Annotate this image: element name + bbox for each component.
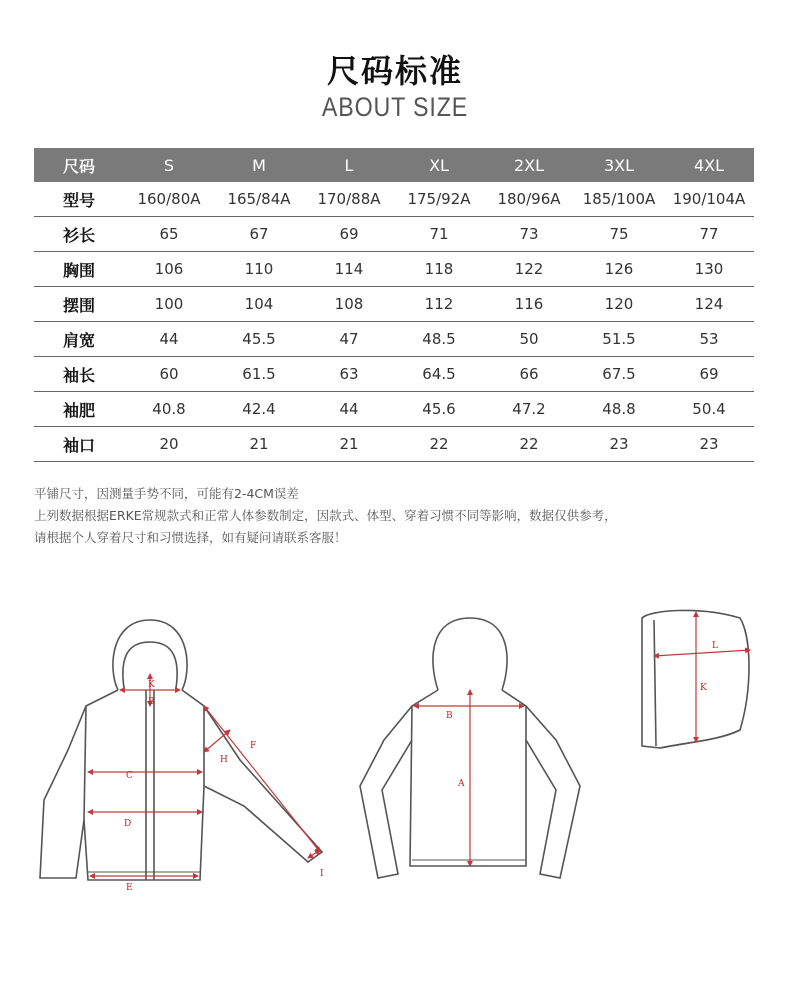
table-cell: 23 bbox=[574, 427, 664, 462]
table-cell: 114 bbox=[304, 252, 394, 287]
size-chart-table bbox=[34, 148, 754, 462]
size-header-cell: 2XL bbox=[484, 148, 574, 182]
table-cell: 21 bbox=[214, 427, 304, 462]
table-cell: 71 bbox=[394, 217, 484, 252]
note-line: 上列数据根据ERKE常规款式和正常人体参数制定，因款式、体型、穿着习惯不同等影响，数据仅供参考， bbox=[34, 508, 617, 523]
row-label: 肩宽 bbox=[34, 322, 124, 357]
table-row bbox=[34, 392, 754, 427]
front-label-b: B bbox=[148, 697, 155, 707]
table-cell: 112 bbox=[394, 287, 484, 322]
front-label-f: F bbox=[250, 741, 257, 751]
back-label-a: A bbox=[458, 779, 465, 789]
table-cell: 65 bbox=[124, 217, 214, 252]
hood-label-k: K bbox=[700, 683, 707, 693]
table-cell: 22 bbox=[484, 427, 574, 462]
table-cell: 185/100A bbox=[574, 182, 664, 217]
size-header-cell: 4XL bbox=[664, 148, 754, 182]
table-cell: 124 bbox=[664, 287, 754, 322]
table-cell: 67 bbox=[214, 217, 304, 252]
table-cell: 69 bbox=[664, 357, 754, 392]
table-cell: 190/104A bbox=[664, 182, 754, 217]
row-label: 袖口 bbox=[34, 427, 124, 462]
table-cell: 60 bbox=[124, 357, 214, 392]
table-row bbox=[34, 252, 754, 287]
table-cell: 45.5 bbox=[214, 322, 304, 357]
front-label-h: H bbox=[220, 755, 228, 765]
note-line: 平铺尺寸，因测量手势不同，可能有2-4CM误差 bbox=[34, 486, 299, 501]
page-title: 尺码标准 bbox=[326, 52, 463, 90]
table-cell: 108 bbox=[304, 287, 394, 322]
table-cell: 160/80A bbox=[124, 182, 214, 217]
front-jacket-diagram bbox=[40, 620, 322, 880]
table-cell: 21 bbox=[304, 427, 394, 462]
page-subtitle: ABOUT SIZE bbox=[321, 92, 469, 122]
corner-label: 尺码 bbox=[34, 148, 124, 182]
table-cell: 50 bbox=[484, 322, 574, 357]
table-cell: 48.8 bbox=[574, 392, 664, 427]
table-cell: 106 bbox=[124, 252, 214, 287]
table-cell: 45.6 bbox=[394, 392, 484, 427]
table-cell: 116 bbox=[484, 287, 574, 322]
table-cell: 69 bbox=[304, 217, 394, 252]
table-cell: 22 bbox=[394, 427, 484, 462]
row-label: 袖肥 bbox=[34, 392, 124, 427]
table-row bbox=[34, 357, 754, 392]
row-label: 胸围 bbox=[34, 252, 124, 287]
front-label-e: E bbox=[126, 883, 133, 890]
table-cell: 77 bbox=[664, 217, 754, 252]
table-cell: 118 bbox=[394, 252, 484, 287]
table-cell: 40.8 bbox=[124, 392, 214, 427]
table-row bbox=[34, 427, 754, 462]
table-cell: 104 bbox=[214, 287, 304, 322]
back-measure-lines bbox=[414, 690, 524, 866]
table-cell: 130 bbox=[664, 252, 754, 287]
table-cell: 165/84A bbox=[214, 182, 304, 217]
front-label-c: C bbox=[126, 771, 133, 781]
back-label-b: B bbox=[446, 711, 453, 721]
table-cell: 126 bbox=[574, 252, 664, 287]
table-cell: 44 bbox=[124, 322, 214, 357]
table-cell: 110 bbox=[214, 252, 304, 287]
table-cell: 47 bbox=[304, 322, 394, 357]
table-cell: 180/96A bbox=[484, 182, 574, 217]
table-cell: 44 bbox=[304, 392, 394, 427]
size-header-cell: 3XL bbox=[574, 148, 664, 182]
table-cell: 122 bbox=[484, 252, 574, 287]
front-label-k: K bbox=[148, 680, 155, 690]
hood-label-l: L bbox=[712, 641, 718, 651]
size-header-row bbox=[34, 148, 754, 182]
front-label-d: D bbox=[124, 819, 132, 829]
size-header-cell: L bbox=[304, 148, 394, 182]
row-label: 衫长 bbox=[34, 217, 124, 252]
table-cell: 20 bbox=[124, 427, 214, 462]
table-cell: 67.5 bbox=[574, 357, 664, 392]
table-cell: 48.5 bbox=[394, 322, 484, 357]
table-cell: 64.5 bbox=[394, 357, 484, 392]
size-header-cell: XL bbox=[394, 148, 484, 182]
table-cell: 100 bbox=[124, 287, 214, 322]
table-cell: 63 bbox=[304, 357, 394, 392]
table-cell: 120 bbox=[574, 287, 664, 322]
row-label: 袖长 bbox=[34, 357, 124, 392]
note-line: 请根据个人穿着尺寸和习惯选择，如有疑问请联系客服！ bbox=[34, 530, 347, 545]
table-cell: 51.5 bbox=[574, 322, 664, 357]
table-cell: 50.4 bbox=[664, 392, 754, 427]
hood-measure-lines bbox=[654, 612, 750, 742]
table-cell: 73 bbox=[484, 217, 574, 252]
row-label: 型号 bbox=[34, 182, 124, 217]
table-row bbox=[34, 322, 754, 357]
notes bbox=[34, 483, 617, 549]
table-cell: 47.2 bbox=[484, 392, 574, 427]
table-row bbox=[34, 287, 754, 322]
table-row bbox=[34, 182, 754, 217]
size-header-cell: M bbox=[214, 148, 304, 182]
table-cell: 61.5 bbox=[214, 357, 304, 392]
table-cell: 53 bbox=[664, 322, 754, 357]
row-label: 摆围 bbox=[34, 287, 124, 322]
table-cell: 75 bbox=[574, 217, 664, 252]
table-cell: 175/92A bbox=[394, 182, 484, 217]
measurement-diagrams bbox=[0, 590, 790, 890]
table-row bbox=[34, 217, 754, 252]
size-header-cell: S bbox=[124, 148, 214, 182]
table-cell: 170/88A bbox=[304, 182, 394, 217]
table-cell: 66 bbox=[484, 357, 574, 392]
table-cell: 23 bbox=[664, 427, 754, 462]
table-cell: 42.4 bbox=[214, 392, 304, 427]
front-label-i: I bbox=[320, 869, 324, 879]
